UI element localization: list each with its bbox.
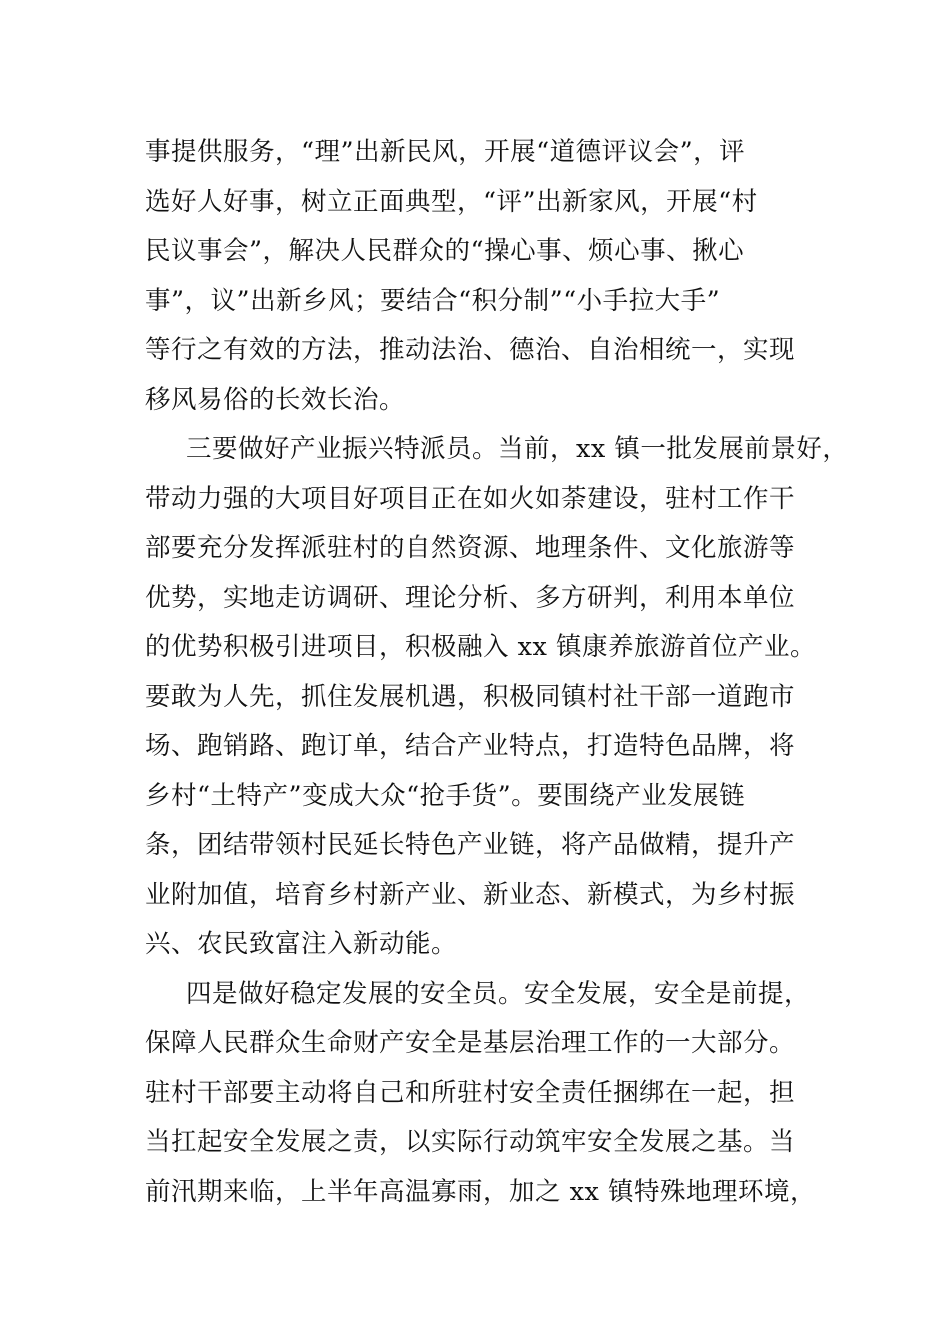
paragraph-2-line-5: 的优势积极引进项目，积极融入 xx 镇康养旅游首位产业。 [145,632,816,662]
paragraph-2-line-11: 兴、农民致富注入新动能。 [145,929,458,959]
document-body [145,128,849,1217]
paragraph-3-line-3: 驻村干部要主动将自己和所驻村安全责任捆绑在一起，担 [145,1077,796,1108]
paragraph-3-line-1: 四是做好稳定发展的安全员。安全发展，安全是前提， [186,978,811,1009]
paragraph-2-line-1: 三要做好产业振兴特派员。当前，xx 镇一批发展前景好， [186,434,849,464]
paragraph-1-line-1: 事提供服务，“理”出新民风，开展“道德评议会”，评 [145,137,746,167]
paragraph-3-line-5: 前汛期来临，上半年高温寡雨，加之 xx 镇特殊地理环境， [145,1176,816,1207]
paragraph-2-line-6: 要敢为人先，抓住发展机遇，积极同镇村社干部一道跑市 [145,681,796,712]
paragraph-1-line-6: 移风易俗的长效长治。 [145,384,406,415]
paragraph-2-line-2: 带动力强的大项目好项目正在如火如荼建设，驻村工作干 [145,483,796,514]
paragraph-3-line-2: 保障人民群众生命财产安全是基层治理工作的一大部分。 [145,1028,796,1058]
paragraph-1-line-3: 民议事会”，解决人民群众的“操心事、烦心事、揪心 [145,236,745,266]
paragraph-2-line-4: 优势，实地走访调研、理论分析、多方研判，利用本单位 [145,582,796,613]
paragraph-2-line-9: 条，团结带领村民延长特色产业链，将产品做精，提升产 [145,830,796,860]
paragraph-2-line-10: 业附加值，培育乡村新产业、新业态、新模式，为乡村振 [145,879,796,910]
paragraph-2-line-3: 部要充分发挥派驻村的自然资源、地理条件、文化旅游等 [145,533,796,563]
paragraph-1-line-4: 事”，议”出新乡风；要结合“积分制”“小手拉大手” [145,285,721,316]
paragraph-2-line-7: 场、跑销路、跑订单，结合产业特点，打造特色品牌，将 [145,731,796,761]
paragraph-3-line-4: 当扛起安全发展之责，以实际行动筑牢安全发展之基。当 [145,1127,796,1157]
paragraph-1-line-2: 选好人好事，树立正面典型，“评”出新家风，开展“村 [145,186,758,217]
paragraph-2-line-8: 乡村“土特产”变成大众“抢手货”。要围绕产业发展链 [145,780,746,811]
paragraph-1-line-5: 等行之有效的方法，推动法治、德治、自治相统一，实现 [145,335,796,365]
